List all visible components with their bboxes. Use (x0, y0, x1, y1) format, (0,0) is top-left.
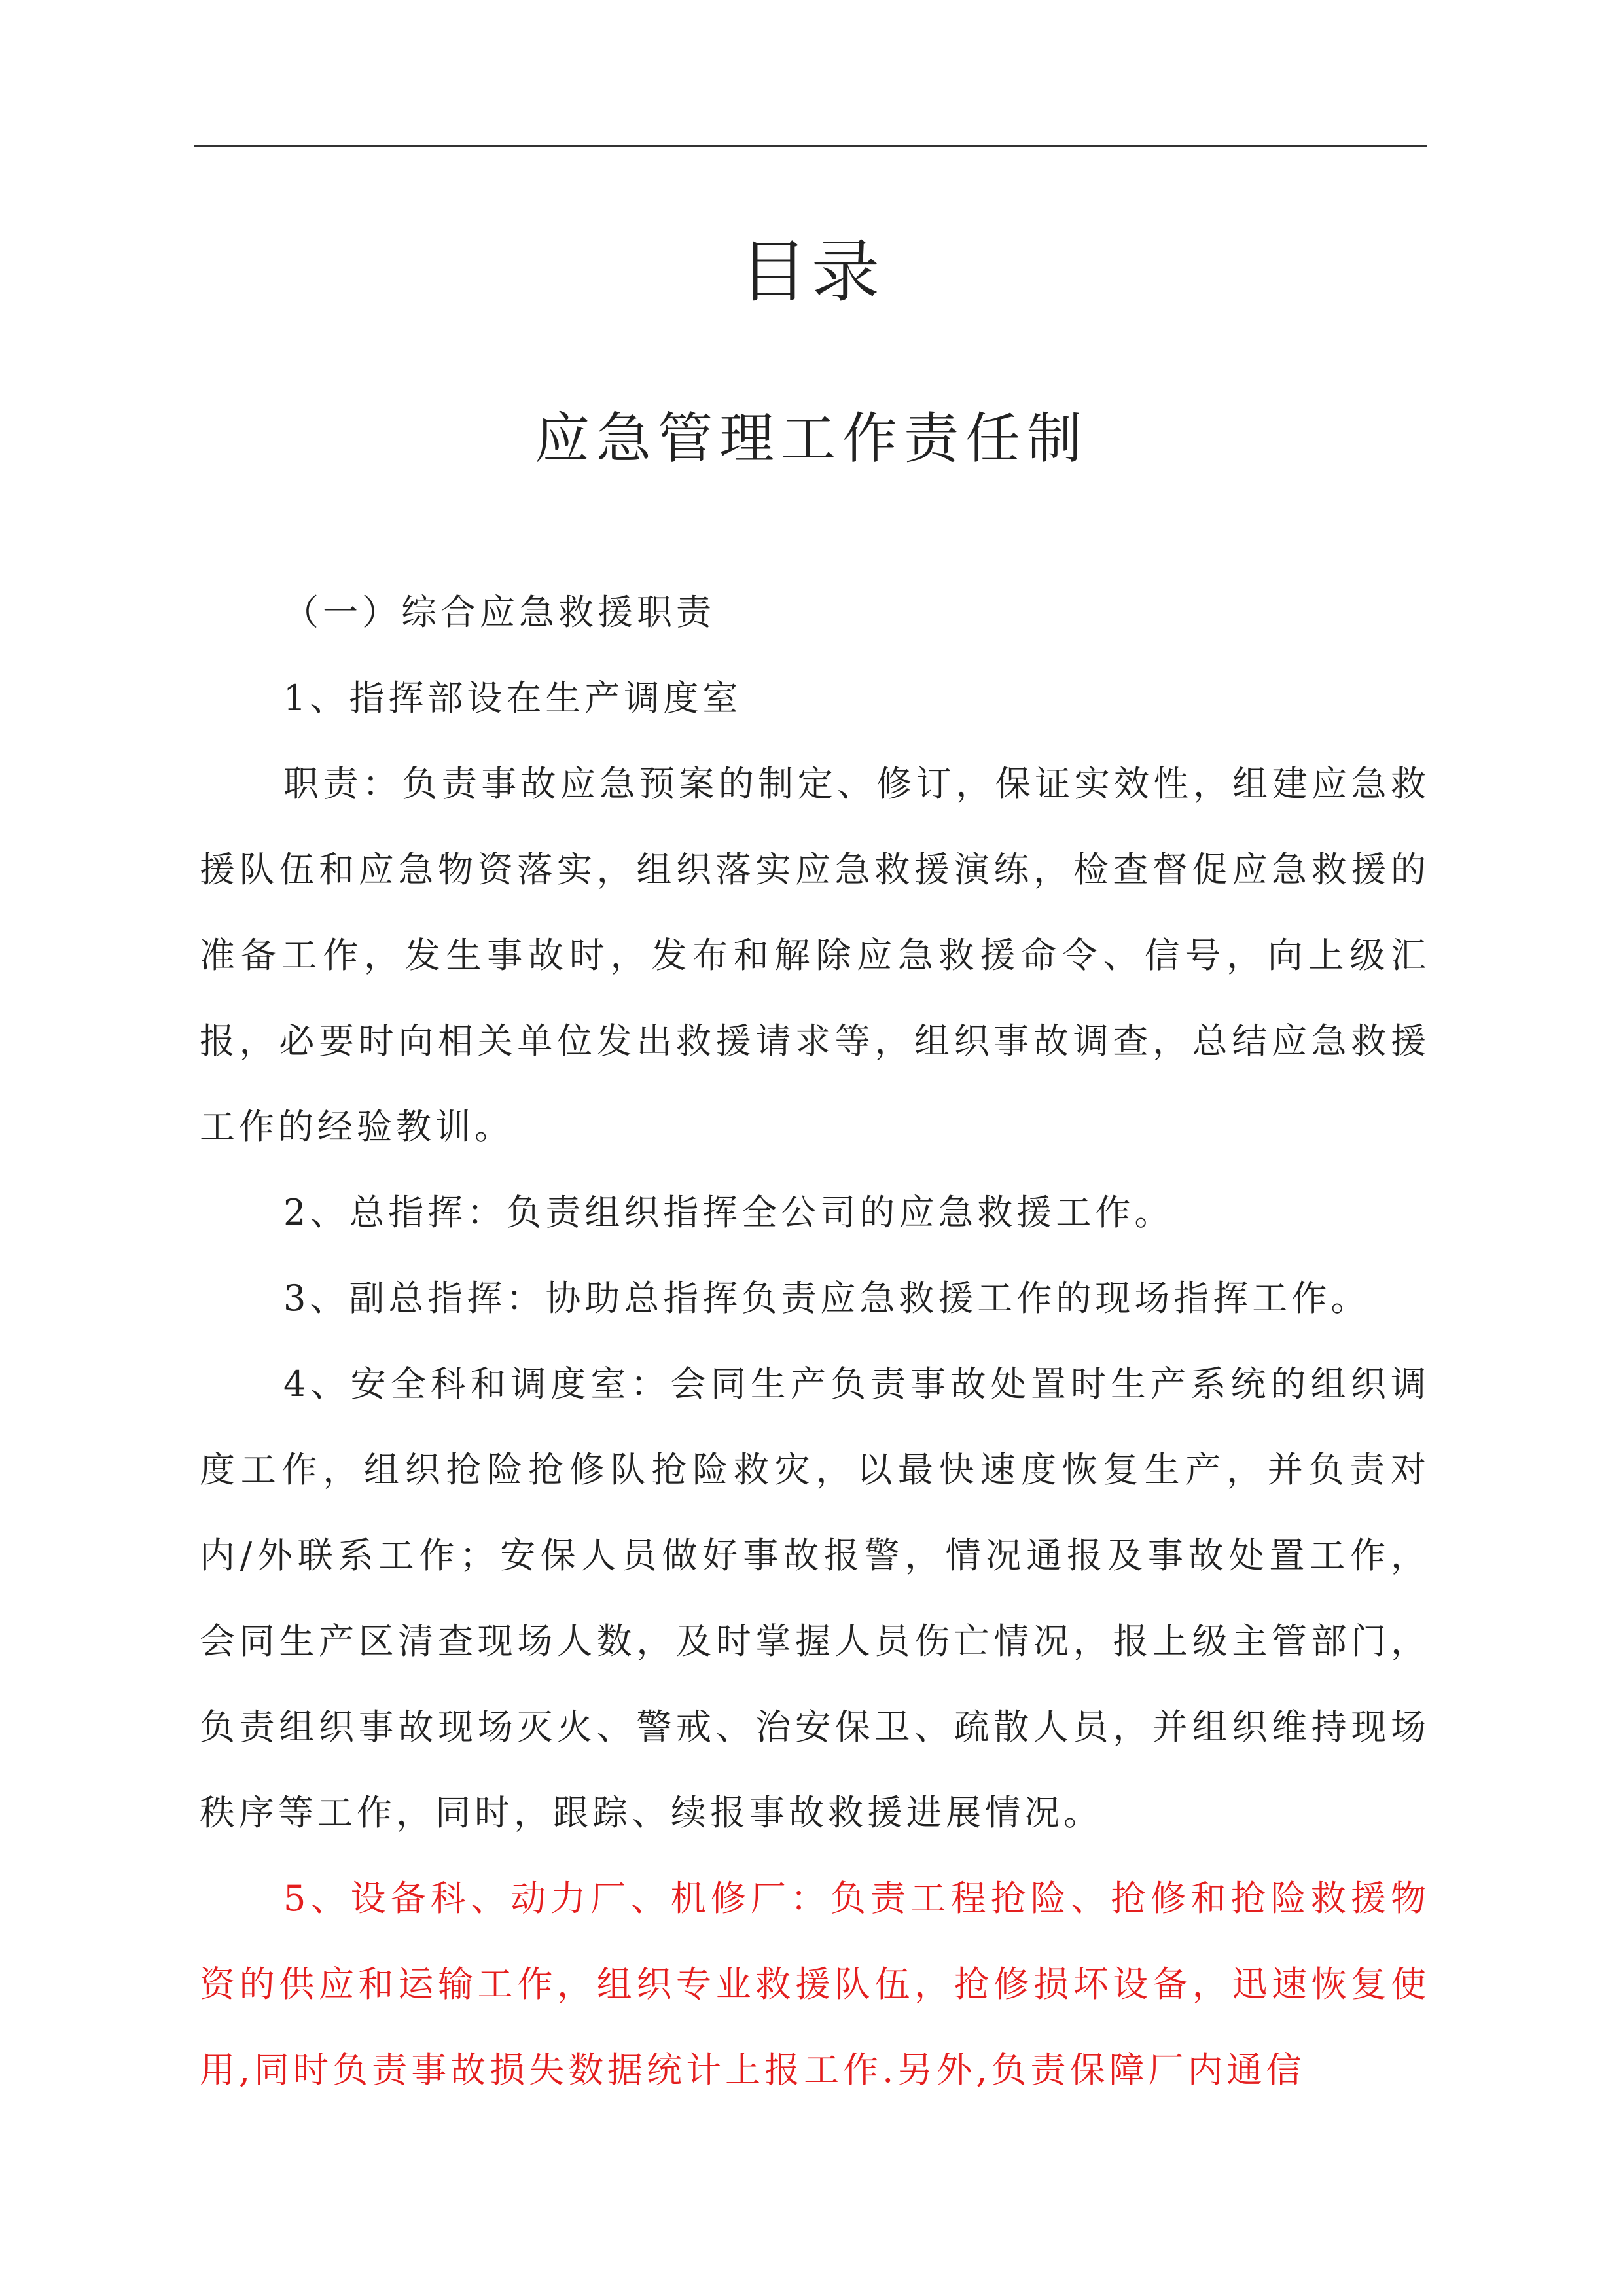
header-rule (194, 145, 1427, 147)
document-body (200, 569, 1430, 2113)
toc-title: 目录 (739, 232, 883, 312)
item-1-command-center: 1、指挥部设在生产调度室 (283, 677, 742, 719)
responsibilities-paragraph: 职责：负责事故应急预案的制定、修订，保证实效性，组建应急救援队伍和应急物资落实，组织落实应急救援演练，检查督促应急救援的准备工作，发生事故时，发布和解除应急救援命令、信号，向上级汇报，必要时向相关单位发出救援请求等，组织事故调查，总结应急救援工作的经验教训。 (200, 763, 1430, 1147)
item-3-deputy-commander: 3、副总指挥：协助总指挥负责应急救援工作的现场指挥工作。 (283, 1278, 1370, 1319)
document-title: 应急管理工作责任制 (534, 406, 1088, 471)
section-heading-comprehensive-rescue: （一）综合应急救援职责 (283, 592, 715, 633)
item-5-equipment-power-repair: 5、设备科、动力厂、机修厂：负责工程抢险、抢修和抢险救援物资的供应和运输工作，组织专业救援队伍，抢修损坏设备，迅速恢复使用,同时负责事故损失数据统计上报工作.另外,负责保障厂内通信 (200, 1878, 1430, 2090)
item-2-commander-in-chief: 2、总指挥：负责组织指挥全公司的应急救援工作。 (283, 1192, 1174, 1233)
item-4-safety-dispatch: 4、安全科和调度室：会同生产负责事故处置时生产系统的组织调度工作，组织抢险抢修队抢险救灾，以最快速度恢复生产，并负责对内/外联系工作；安保人员做好事故报警，情况通报及事故处置工作，会同生产区清查现场人数，及时掌握人员伤亡情况，报上级主管部门，负责组织事故现场灭火、警戒、治安保卫、疏散人员，并组织维持现场秩序等工作，同时，跟踪、续报事故救援进展情况。 (200, 1363, 1430, 1833)
